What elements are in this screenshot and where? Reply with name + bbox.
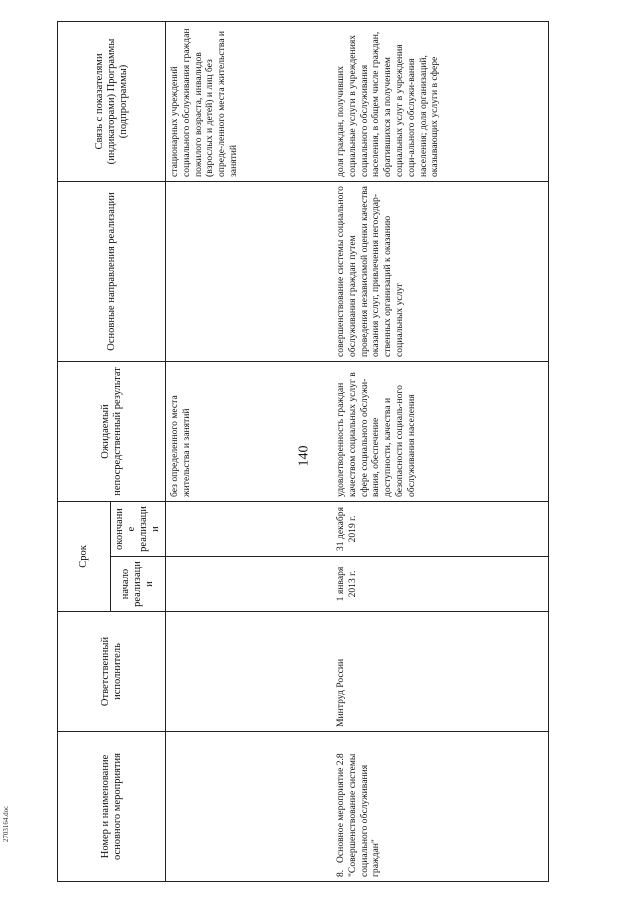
header-directions: Основные направления реализации (58, 181, 166, 361)
rotated-table-container (57, 22, 577, 882)
row-name: Основное мероприятие 2.8 "Совершенствование системы социального обслуживания граждан" (335, 753, 382, 877)
cell-empty (166, 557, 333, 612)
document-code: 2703164.doc (2, 805, 11, 843)
header-term-end: окончание реализации (111, 501, 166, 556)
cell-result: удовлетворенность граждан качеством социальных услуг в сфере социального обслужи-вания, обеспечение доступности, качества и безопасности социаль-ного обслуживания населения (332, 361, 549, 501)
header-name: Номер и наименование основного мероприятия (58, 732, 166, 882)
row-number: 8. (335, 869, 346, 877)
header-term-start: начало реализации (111, 557, 166, 612)
cell-responsible: Минтруд России (332, 612, 549, 732)
header-result: Ожидаемый непосредственный результат (58, 361, 166, 501)
header-term: Срок (58, 501, 111, 611)
cell-start: 1 января 2013 г. (332, 557, 549, 612)
table-row (332, 21, 549, 881)
cell-indicators-continuation: стационарных учреждений социального обслуживания граждан пожилого возраста, инвалидов (взрослых и детей) и лиц без опреде-ленного места жительства и занятий (166, 21, 333, 181)
cell-indicators: доля граждан, получивших социальные услуги в учреждениях социального обслуживания населения, в общем числе граждан, обратившихся за получением социальных услуг в учреждения соци-ального обслужи-вания населения; доля организаций, оказывающих услуги в сфере (332, 21, 549, 181)
cell-result-continuation: без определенного места жительства и занятий (166, 361, 333, 501)
page-number: 140 (296, 445, 312, 467)
header-responsible: Ответственный исполнитель (58, 612, 166, 732)
cell-empty (166, 732, 333, 882)
cell-name (332, 732, 549, 882)
header-indicators: Связь с показателями (индикаторами) Программы (подпрограммы) (58, 21, 166, 181)
cell-empty (166, 501, 333, 556)
cell-end: 31 декабря 2019 г. (332, 501, 549, 556)
cell-empty (166, 181, 333, 361)
cell-directions: совершенствование системы социального обслуживания граждан путем проведения независимой оценки качества оказания услуг, привлечения негосудар-ственных организаций к оказанию социальных услуг (332, 181, 549, 361)
program-plan-table (57, 21, 549, 882)
cell-empty (166, 612, 333, 732)
table-row-continuation (166, 21, 333, 881)
